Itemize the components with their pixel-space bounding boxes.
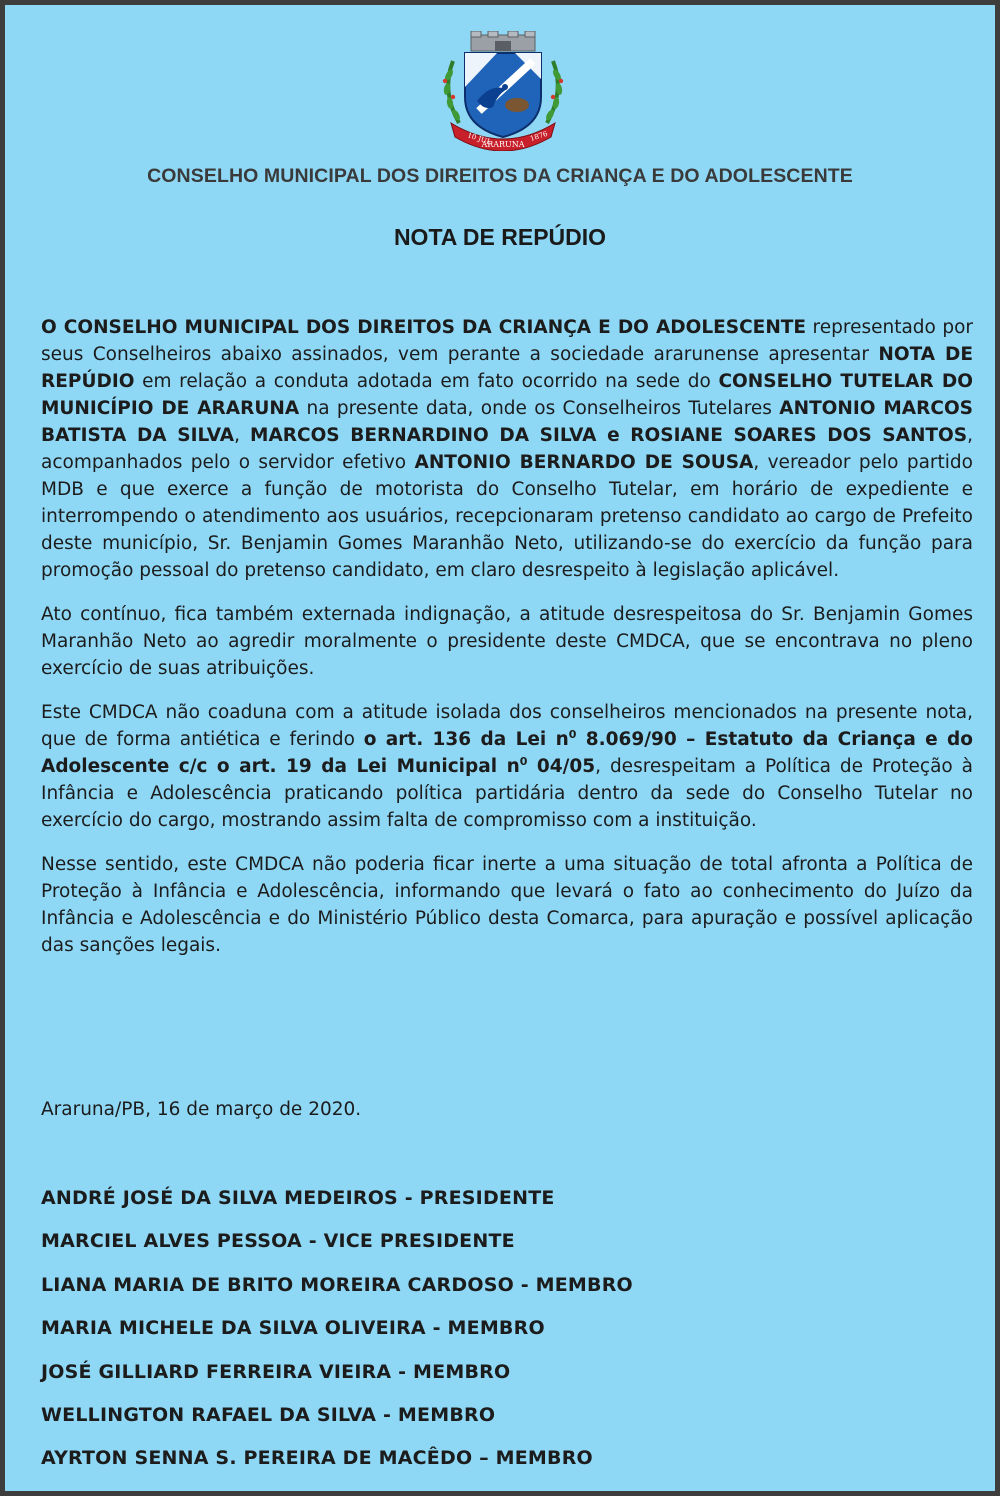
paragraph-text: , acompanhados pelo o servidor efetivo [41, 425, 973, 473]
crest-banner-center: ARARUNA [481, 140, 525, 149]
law-text: 04/05 [527, 756, 596, 777]
paragraph-text: , [234, 425, 251, 446]
paragraph-text: Este CMDCA não coaduna com a atitude isolada dos conselheiros mencionados na presente nota, que de forma antiética e ferindo [41, 702, 973, 750]
paragraph-4: Nesse sentido, este CMDCA não poderia ficar inerte a uma situação de total afronta a Política de Proteção à Infância e Adolescência, informando que levará o fato ao conhecimento do Juízo da Infância e Adolescência e do Ministério Público desta Comarca, para apuração e possível aplicação das sanções legais. [41, 854, 973, 956]
servant-name-bold: ANTONIO BERNARDO DE SOUSA [414, 452, 754, 473]
signature-line: MARCIEL ALVES PESSOA - VICE PRESIDENTE [41, 1230, 515, 1253]
signature-line: WELLINGTON RAFAEL DA SILVA - MEMBRO [41, 1403, 496, 1426]
paragraph-text: , desrespeitam a Política de Proteção à Infância e Adolescência praticando política partidária dentro da sede do Conselho Tutelar no exercício do cargo, mostrando assim falta de compromisso com a instituição. [41, 756, 974, 831]
superscript: 0 [519, 755, 528, 768]
signature-list [41, 1183, 633, 1487]
signature-line: MARIA MICHELE DA SILVA OLIVEIRA - MEMBRO [41, 1317, 545, 1340]
araruna-coat-of-arms-icon [437, 31, 569, 151]
paragraph-2: Ato contínuo, fica também externada indignação, a atitude desrespeitosa do Sr. Benjamin Gomes Maranhão Neto ao agredir moralmente o presidente deste CMDCA, que se encontrava no pleno exercício de suas atribuições. [41, 604, 973, 679]
law-text: 8.069/90 – Estatuto da Criança e do Adolescente c/c o art. 19 da Lei Municipal n [41, 729, 974, 777]
signature-line: LIANA MARIA DE BRITO MOREIRA CARDOSO - MEMBRO [41, 1273, 633, 1296]
paragraph-text: na presente data, onde os Conselheiros Tutelares [299, 398, 780, 419]
law-text: o art. 136 da Lei n [363, 729, 569, 750]
paragraph-3 [41, 699, 973, 834]
paragraph-1 [41, 314, 973, 584]
crest-banner-left: 10 JUL [466, 131, 493, 147]
document-title: NOTA DE REPÚDIO [393, 224, 607, 250]
counselor-name-bold: ANTONIO MARCOS BATISTA DA SILVA [41, 398, 973, 446]
repudio-bold: NOTA DE REPÚDIO [41, 344, 973, 392]
counselor-names-bold: MARCOS BERNARDINO DA SILVA e ROSIANE SOARES DOS SANTOS [250, 425, 968, 446]
signature-line: AYRTON SENNA S. PEREIRA DE MACÊDO – MEMBRO [41, 1447, 593, 1470]
notice-body [41, 314, 973, 976]
date-line: Araruna/PB, 16 de março de 2020. [41, 1099, 362, 1120]
crest-banner-right: 1876 [529, 129, 549, 143]
signature-line: ANDRÉ JOSÉ DA SILVA MEDEIROS - PRESIDENTE [41, 1187, 555, 1209]
paragraph-text: representado por seus Conselheiros abaixo assinados, vem perante a sociedade ararunense apresentar [41, 317, 973, 365]
signature-line: JOSÉ GILLIARD FERREIRA VIEIRA - MEMBRO [41, 1360, 511, 1383]
paragraph-text: em relação a conduta adotada em fato ocorrido na sede do [134, 371, 719, 392]
conselho-tutelar-bold: CONSELHO TUTELAR DO MUNICÍPIO DE ARARUNA [41, 371, 973, 419]
paragraph-text: , vereador pelo partido MDB e que exerce a função de motorista do Conselho Tutelar, em horário de expediente e interrompendo o atendimento aos usuários, recepcionaram pretenso candidato ao cargo de Prefeito deste município, Sr. Benjamin Gomes Maranhão Neto, utilizando-se do exercício da função para promoção pessoal do pretenso candidato, em claro desrespeito à legislação aplicável. [41, 452, 973, 581]
council-name: CONSELHO MUNICIPAL DOS DIREITOS DA CRIANÇA E DO ADOLESCENTE [147, 165, 853, 187]
council-name-bold: O CONSELHO MUNICIPAL DOS DIREITOS DA CRIANÇA E DO ADOLESCENTE [41, 317, 807, 338]
superscript: 0 [568, 728, 577, 741]
